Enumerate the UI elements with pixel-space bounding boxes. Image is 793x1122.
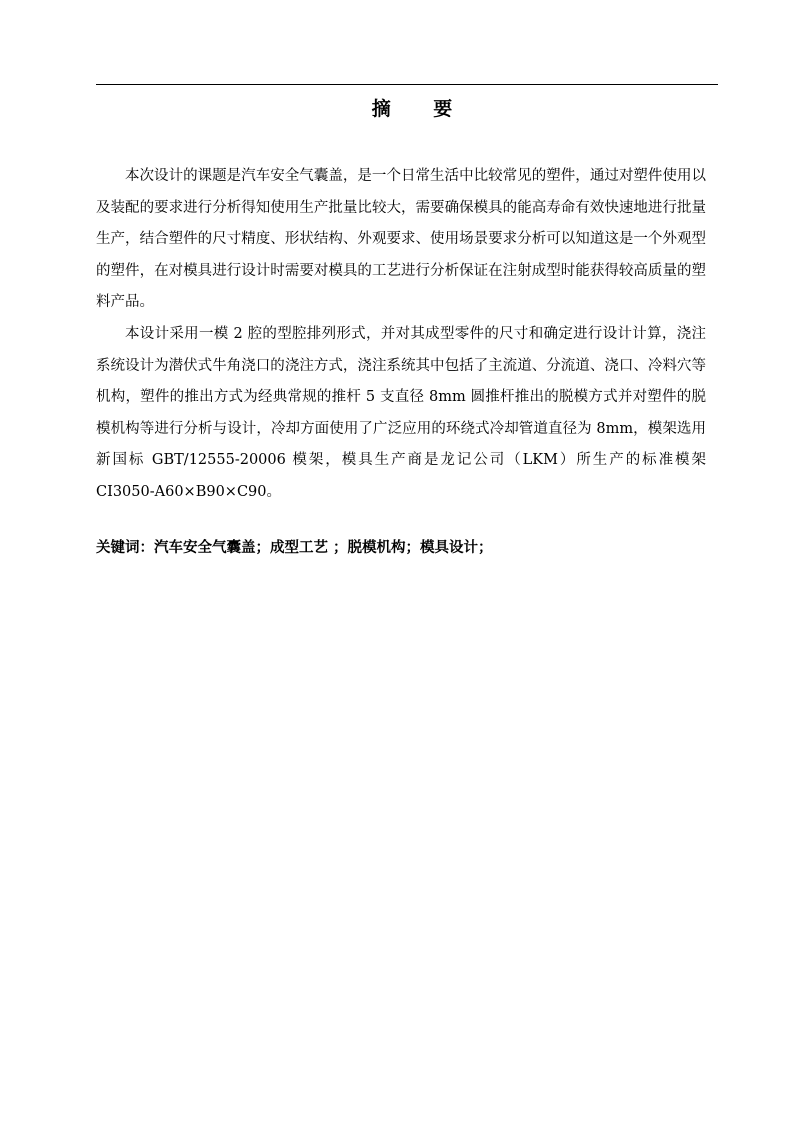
abstract-body [96, 161, 706, 509]
keywords-text: 汽车安全气囊盖；成型工艺 ；脱模机构；模具设计； [154, 540, 493, 556]
abstract-paragraph-1: 本次设计的课题是汽车安全气囊盖，是一个日常生活中比较常见的塑件，通过对塑件使用以及装配的要求进行分析得知使用生产批量比较大，需要确保模具的能高寿命有效快速地进行批量生产，结合塑件的尺寸精度、形状结构、外观要求、使用场景要求分析可以知道这是一个外观型的塑件，在对模具进行设计时需要对模具的工艺进行分析保证在注射成型时能获得较高质量的塑料产品。 [96, 168, 706, 311]
keywords-label: 关键词： [96, 540, 154, 556]
abstract-title: 摘 要 [371, 98, 471, 120]
keywords-line [96, 533, 706, 563]
header-rule [96, 84, 718, 85]
abstract-paragraph-2: 本设计采用一模 2 腔的型腔排列形式，并对其成型零件的尺寸和确定进行设计计算，浇注系统设计为潜伏式牛角浇口的浇注方式，浇注系统其中包括了主流道、分流道、浇口、冷料穴等机构，塑件的推出方式为经典常规的推杆 5 支直径 8mm 圆推杆推出的脱模方式并对塑件的脱模机构等进行分析与设计，冷却方面使用了广泛应用的环绕式冷却管道直径为 8mm，模架选用新国标 GBT/12555-20006 模架，模具生产商是龙记公司（LKM）所生产的标准模架 CI3050-A60×B90×C90。 [96, 325, 706, 500]
